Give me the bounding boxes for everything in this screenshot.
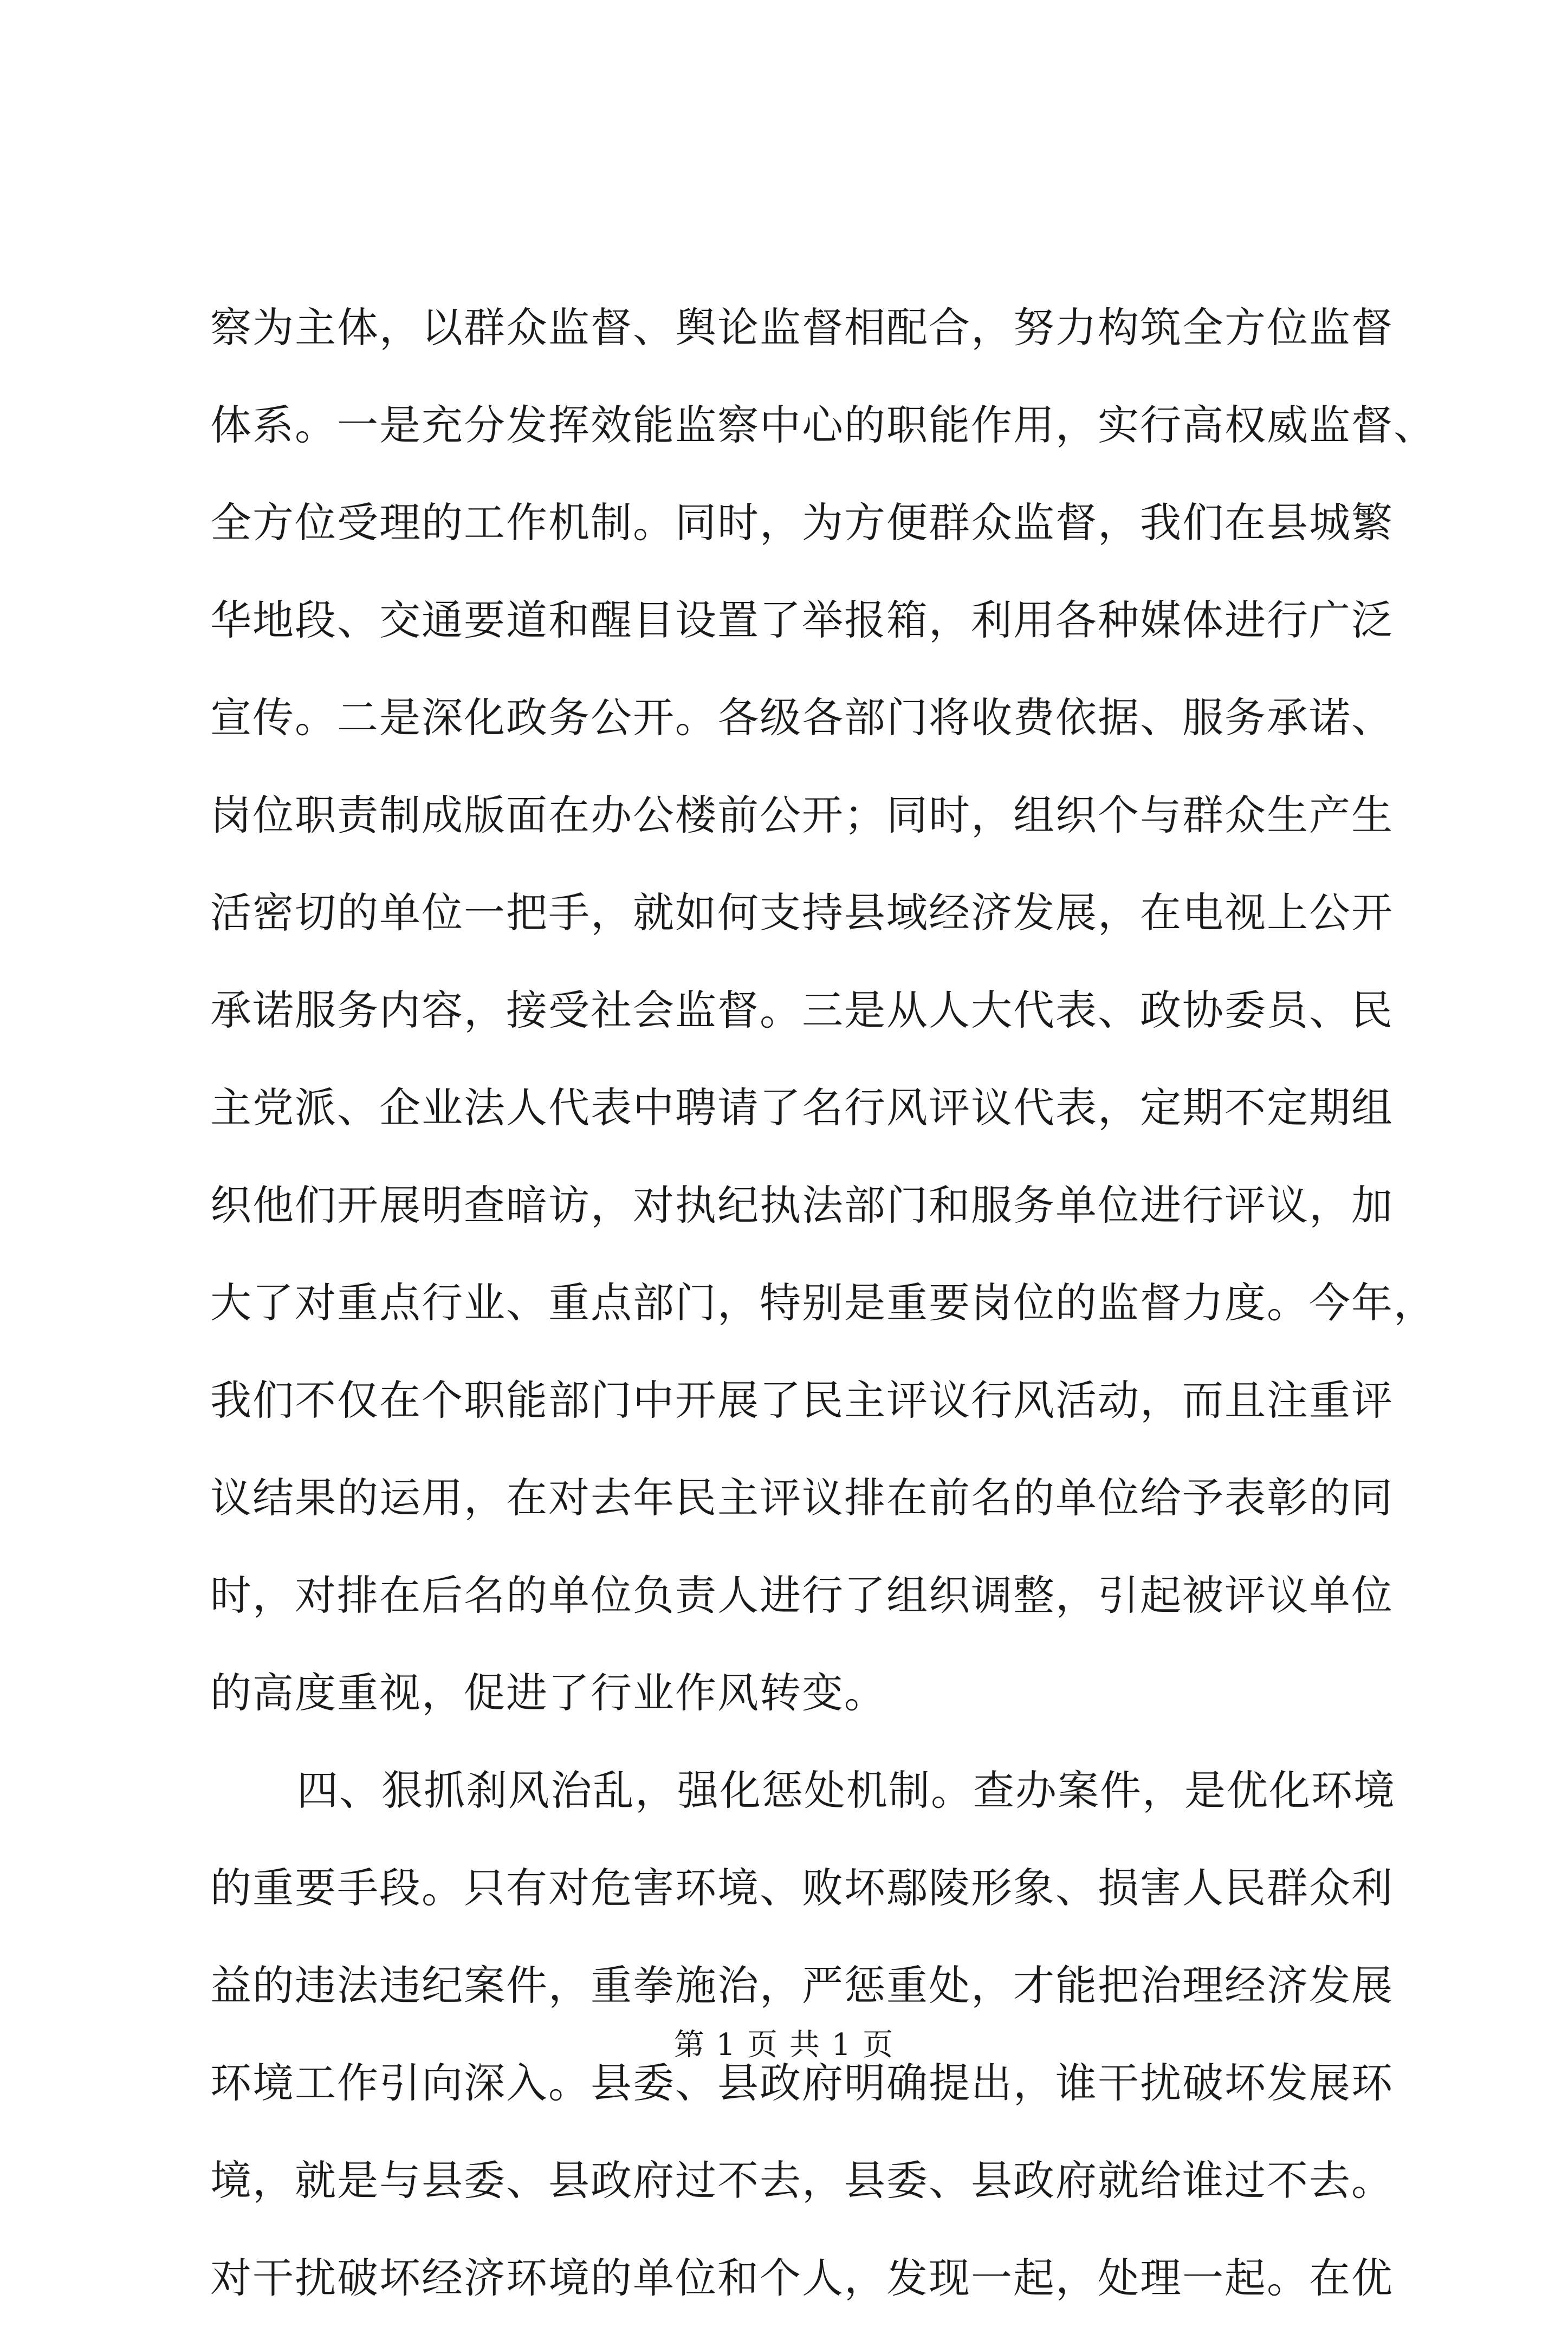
text-line: 四、狠抓刹风治乱，强化惩处机制。查办案件，是优化环境 xyxy=(297,1766,1396,1814)
text-line: 时，对排在后名的单位负责人进行了组织调整，引起被评议单位 xyxy=(210,1571,1394,1619)
text-line: 境，就是与县委、县政府过不去，县委、县政府就给谁过不去。 xyxy=(210,2156,1394,2205)
text-line: 大了对重点行业、重点部门，特别是重要岗位的监督力度。今年， xyxy=(210,1279,1436,1327)
text-line: 益的违法违纪案件，重拳施治，严惩重处，才能把治理经济发展 xyxy=(210,1961,1394,2010)
text-line: 察为主体，以群众监督、舆论监督相配合，努力构筑全方位监督 xyxy=(210,303,1394,352)
text-line: 岗位职责制成版面在办公楼前公开；同时，组织个与群众生产生 xyxy=(210,791,1394,839)
text-line: 议结果的运用，在对去年民主评议排在前名的单位给予表彰的同 xyxy=(210,1474,1394,1522)
text-line: 我们不仅在个职能部门中开展了民主评议行风活动，而且注重评 xyxy=(210,1376,1394,1424)
text-line: 环境工作引向深入。县委、县政府明确提出，谁干扰破坏发展环 xyxy=(210,2059,1394,2107)
text-line: 全方位受理的工作机制。同时，为方便群众监督，我们在县城繁 xyxy=(210,498,1394,547)
text-line: 主党派、企业法人代表中聘请了名行风评议代表，定期不定期组 xyxy=(210,1084,1394,1132)
document-body xyxy=(210,279,1436,2327)
text-line: 的重要手段。只有对危害环境、败坏鄢陵形象、损害人民群众利 xyxy=(210,1864,1394,1912)
text-line: 体系。一是充分发挥效能监察中心的职能作用，实行高权威监督、 xyxy=(210,401,1436,449)
text-line: 宣传。二是深化政务公开。各级各部门将收费依据、服务承诺、 xyxy=(210,693,1394,742)
text-line: 活密切的单位一把手，就如何支持县域经济发展，在电视上公开 xyxy=(210,889,1394,937)
text-line: 织他们开展明查暗访，对执纪执法部门和服务单位进行评议，加 xyxy=(210,1181,1394,1229)
text-line: 对干扰破坏经济环境的单位和个人，发现一起，处理一起。在优 xyxy=(210,2254,1394,2302)
page-number-footer: 第 1 页 共 1 页 xyxy=(673,2027,895,2063)
text-line: 承诺服务内容，接受社会监督。三是从人大代表、政协委员、民 xyxy=(210,986,1394,1034)
text-line: 的高度重视，促进了行业作风转变。 xyxy=(210,1669,886,1717)
text-line: 华地段、交通要道和醒目设置了举报箱，利用各种媒体进行广泛 xyxy=(210,596,1394,644)
